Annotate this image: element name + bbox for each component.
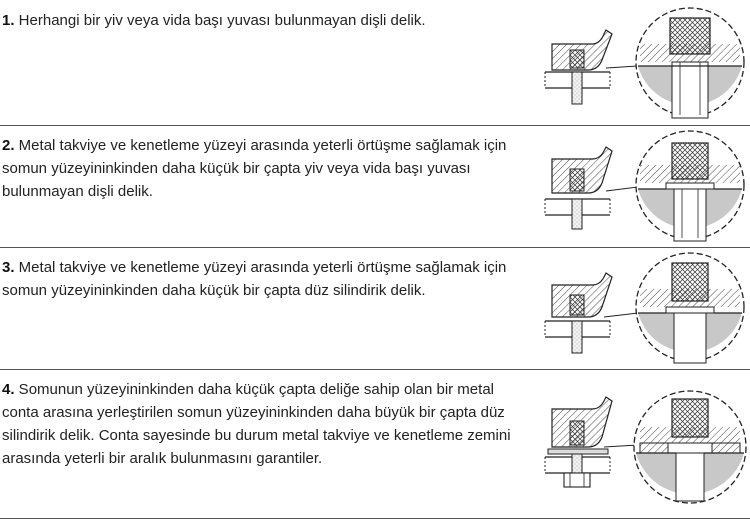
row-2-text: Metal takviye ve kenetleme yüzeyi arasında yeterli örtüşme sağlamak için somun yüzeyininkinden daha küçük bir çapta yiv veya vida başı yuvası bulunmayan dişli delik. [2,137,507,200]
detail-circle [636,8,744,118]
hole-type-row-4 [0,369,750,519]
row-1-description [2,9,522,32]
hole-type-row-1 [0,0,750,126]
nut-insert [570,295,584,315]
row-1-diagram [540,0,750,125]
hole-type-row-3 [0,247,750,370]
row-3-description [2,256,522,302]
row-4-text: Somunun yüzeyininkinden daha küçük çapta deliğe sahip olan bir metal conta arasına yerleştirilen somun yüzeyininkinden daha büyük bir çapta düz silindirik delik. Conta sayesinde bu durum metal takviye ve kenetleme zemini arasında yeterli bir aralık bulunmasını garantiler. [2,381,511,467]
metal-washer [548,449,608,454]
nut-insert [570,50,584,68]
row-1-text: Herhangi bir yiv veya vida başı yuvası bulunmayan dişli delik. [14,12,426,29]
row-2-diagram [540,125,750,247]
detail-circle [636,131,744,241]
hole-type-row-2 [0,125,750,248]
row-3-diagram [540,247,750,369]
bolt-head [564,473,590,487]
nut-insert [570,169,584,191]
nut-insert [570,421,584,445]
row-4-description [2,378,522,470]
row-3-text: Metal takviye ve kenetleme yüzeyi arasında yeterli örtüşme sağlamak için somun yüzeyininkinden daha küçük bir çapta düz silindirik delik. [2,259,507,299]
bolt-shank [572,321,582,353]
row-4-diagram [540,369,750,518]
row-3-number: 3. [2,259,15,276]
row-1-number: 1. [2,12,15,29]
row-4-number: 4. [2,381,15,398]
row-2-number: 2. [2,137,15,154]
bolt-shank [572,199,582,229]
row-2-description [2,134,522,203]
detail-circle [634,391,746,503]
detail-circle [636,253,744,363]
bolt-shank [572,72,582,104]
